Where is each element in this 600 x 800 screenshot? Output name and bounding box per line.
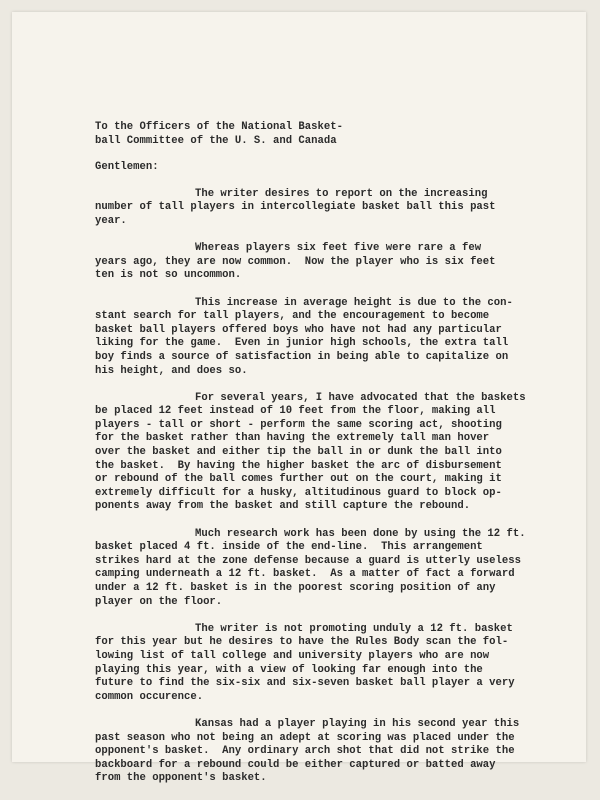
paragraph-line: from the opponent's basket. [95,772,267,785]
paragraph-line: ponents away from the basket and still capture the rebound. [95,500,471,513]
paragraph-3 [95,297,555,379]
paragraph-line: basket placed 4 ft. inside of the end-line. This arrangement [95,541,483,554]
paragraph-5 [95,528,555,610]
paragraph-line: the basket. By having the higher basket the arc of disbursement [95,459,502,472]
paragraph-line: for the basket rather than having the extremely tall man hover [95,432,490,445]
paragraph-line: number of tall players in intercollegiate basket ball this past [95,201,496,214]
paragraph-line: This increase in average height is due to the con- [195,296,513,309]
salutation-text: Gentlemen: [95,161,159,174]
paragraph-line: ten is not so uncommon. [95,269,242,282]
paragraph-line: future to find the six-six and six-seven basket ball player a very [95,677,515,690]
letter-page [12,12,586,785]
paragraph-4 [95,392,555,514]
paragraph-line: players - tall or short - perform the same scoring act, shooting [95,418,502,431]
paragraph-line: playing this year, with a view of looking far enough into the [95,663,483,676]
paragraph-line: camping underneath a 12 ft. basket. As a matter of fact a forward [95,568,515,581]
paragraph-line: strikes hard at the zone defense because a guard is utterly useless [95,554,521,567]
paragraph-line: Kansas had a player playing in his second year this [195,717,520,730]
paragraph-line: backboard for a rebound could be either captured or batted away [95,758,496,771]
paragraph-line: his height, and does so. [95,364,248,377]
paragraph-line: past season who not being an adept at scoring was placed under the [95,731,515,744]
paragraph-line: extremely difficult for a husky, altitudinous guard to block op- [95,486,502,499]
paragraph-line: or rebound of the ball comes further out on the court, making it [95,473,502,486]
paragraph-line: under a 12 ft. basket is in the poorest scoring position of any [95,582,496,594]
paragraph-line: common occurence. [95,690,204,703]
paragraph-line: basket ball players offered boys who have not had any particular [95,323,502,336]
paragraph-line: Whereas players six feet five were rare a few [195,242,482,255]
paragraph-line: liking for the game. Even in junior high schools, the extra tall [95,337,509,350]
paragraph-line: player on the floor. [95,595,223,608]
paragraph-line: boy finds a source of satisfaction in being able to capitalize on [95,350,509,363]
paragraph-2 [95,242,555,283]
paragraph-line: The writer desires to report on the increasing [195,187,488,200]
paragraph-line: over the basket and either tip the ball in or dunk the ball into [95,446,502,459]
letter-salutation [95,161,555,175]
paragraph-1 [95,188,555,229]
paragraph-line: The writer is not promoting unduly a 12 ft. basket [195,622,513,635]
letter-address [95,121,555,148]
paragraph-line: Much research work has been done by using the 12 ft. [195,527,526,540]
paragraph-line: stant search for tall players, and the encouragement to become [95,310,490,323]
paragraph-line: be placed 12 feet instead of 10 feet from the floor, making all [95,405,496,418]
paragraph-6 [95,623,555,705]
paragraph-line: opponent's basket. Any ordinary arch shot that did not strike the [95,745,515,758]
paragraph-line: lowing list of tall college and university players who are now [95,649,490,662]
paragraph-line: For several years, I have advocated that the baskets [195,391,526,404]
paragraph-line: year. [95,214,127,227]
typed-letter-body [95,121,555,800]
address-line: To the Officers of the National Basket- [95,121,343,133]
paragraph-line: for this year but he desires to have the Rules Body scan the fol- [95,636,509,649]
paragraph-line: years ago, they are now common. Now the player who is six feet [95,255,496,268]
address-line: ball Committee of the U. S. and Canada [95,134,337,147]
